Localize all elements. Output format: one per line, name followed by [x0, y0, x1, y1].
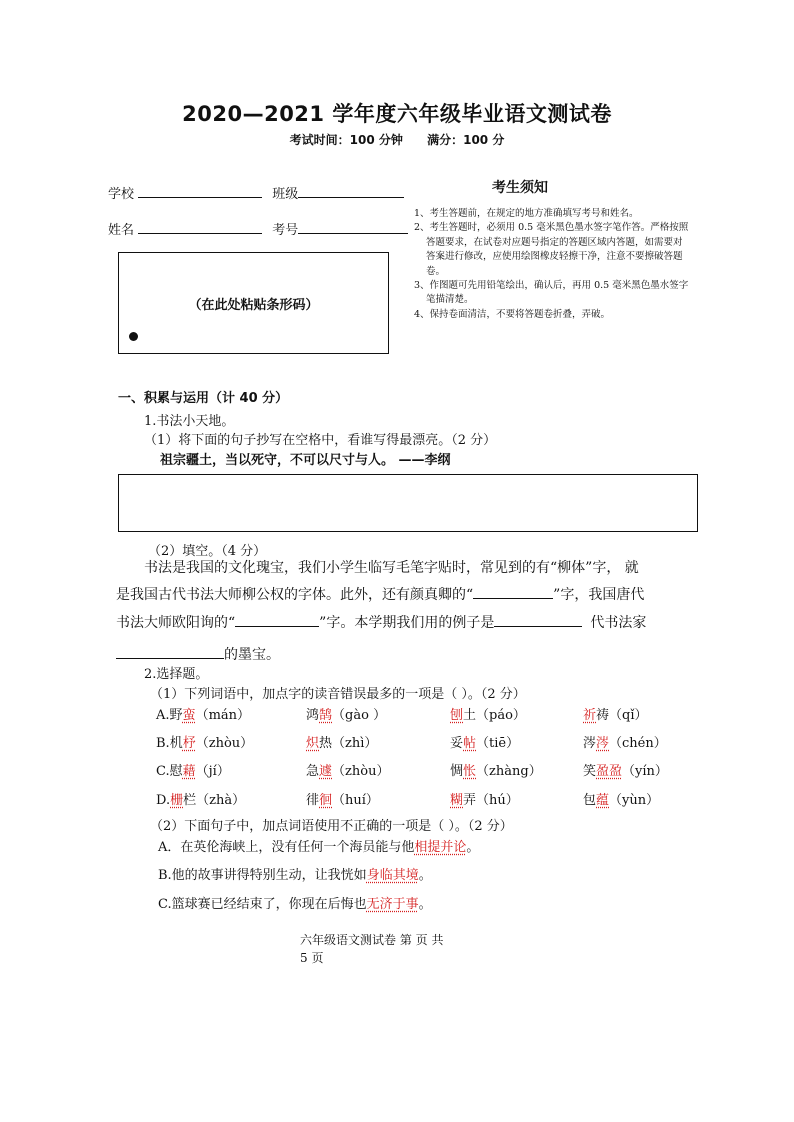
section-heading: 一、积累与运用（计 40 分） — [118, 391, 289, 406]
word-text: （yùn） — [609, 793, 660, 808]
dotted-character: 刨 — [450, 708, 464, 723]
option-word — [306, 760, 389, 779]
notice-title: 考生须知 — [492, 180, 548, 196]
option-word — [450, 704, 526, 723]
sentence-text: C.篮球赛已经结束了，你现在后悔也 — [158, 897, 367, 912]
dotted-character: 涔 — [596, 736, 610, 751]
footer-page-label: 六年级语文测试卷 第 页 共 — [300, 933, 444, 947]
blank-yan[interactable] — [473, 585, 553, 599]
school-label: 学校 — [108, 187, 135, 202]
word-text: 机 — [169, 736, 183, 751]
word-text: 涔 — [583, 736, 597, 751]
sentence-text: 。 — [418, 897, 432, 912]
word-text: （jí） — [195, 764, 230, 779]
word-text: （tiē） — [476, 736, 520, 751]
class-blank[interactable] — [298, 184, 404, 198]
name-field — [108, 219, 408, 238]
footer-page-total: 5 页 — [300, 951, 324, 965]
quote-text: 祖宗疆土，当以死守，不可以尺寸与人。 ——李纲 — [160, 453, 451, 468]
word-text: 弄（hú） — [463, 793, 519, 808]
exam-title: 2020—2021 学年度六年级毕业语文测试卷 — [182, 102, 612, 126]
school-field — [108, 183, 404, 202]
question-2-2: （2）下面句子中，加点词语使用不正确的一项是（ ）。（2 分） — [150, 819, 513, 834]
barcode-label: （在此处粘贴条形码） — [188, 298, 319, 313]
paragraph-line-2 — [116, 584, 644, 604]
option-letter[interactable]: C. — [156, 764, 170, 779]
word-text: （zhòu） — [332, 764, 390, 779]
word-text: （mán） — [195, 708, 251, 723]
word-text: 包 — [583, 793, 597, 808]
option-word — [583, 704, 648, 723]
sentence-a[interactable] — [158, 836, 479, 855]
full-score: 满分：100 分 — [427, 133, 505, 147]
question-1-title: 1.书法小天地。 — [144, 414, 235, 429]
sentence-text: B.他的故事讲得特别生动，让我恍如 — [158, 868, 367, 883]
option-word — [450, 732, 519, 751]
option-letter[interactable]: D. — [156, 793, 171, 808]
word-text: 土（páo） — [463, 708, 526, 723]
dotted-character: 藉 — [182, 764, 196, 779]
word-text: 笑 — [583, 764, 597, 779]
dotted-character: 糊 — [450, 793, 464, 808]
exam-no-label: 考号 — [272, 223, 299, 238]
sentence-text: 。 — [466, 840, 480, 855]
option-word — [306, 704, 386, 723]
word-text: 急 — [306, 764, 320, 779]
sentence-b[interactable] — [158, 864, 432, 883]
paragraph-line-3 — [116, 612, 646, 632]
option-word — [156, 760, 230, 779]
paragraph-line-4 — [116, 644, 280, 664]
exam-subtitle — [0, 131, 794, 148]
word-text: （zhòu） — [195, 736, 254, 751]
sentence-text: 。 — [418, 868, 432, 883]
dotted-character: 盈盈 — [596, 764, 623, 779]
paragraph-text: 书法大师欧阳询的“ — [116, 615, 236, 631]
dotted-character: 炽 — [306, 736, 320, 751]
option-word — [306, 732, 377, 751]
word-text: （gào ） — [332, 708, 387, 723]
notice-item: 2、考生答题时，必须用 0.5 毫米黑色墨水签字笔作答。严格按照答题要求，在试卷对应题号指定的答题区域内答题，如需要对答案进行修改，应使用绘图橡皮轻擦干净，注意不要擦破答题卷。 — [414, 222, 689, 277]
option-word — [156, 789, 245, 808]
notice-item: 4、保持卷面清洁，不要将答题卷折叠，弄破。 — [414, 308, 611, 320]
bullet-dot — [129, 332, 138, 341]
word-text: 妥 — [450, 736, 464, 751]
notice-item: 1、考生答题前，在规定的地方准确填写考号和姓名。 — [414, 208, 639, 219]
blank-calligrapher[interactable] — [116, 645, 224, 659]
word-text: 鸿 — [306, 708, 320, 723]
option-word — [583, 789, 659, 808]
paragraph-text: 是我国古代书法大师柳公权的字体。此外，还有颜真卿的“ — [116, 587, 474, 603]
word-text: 栏（zhà） — [183, 793, 246, 808]
dotted-character: 祈 — [583, 708, 597, 723]
dotted-character: 帖 — [463, 736, 477, 751]
dotted-phrase: 无济于事 — [366, 897, 419, 912]
question-1-2: （2）填空。（4 分） — [148, 544, 267, 559]
school-blank[interactable] — [138, 184, 262, 198]
dotted-character: 蛮 — [182, 708, 196, 723]
question-2-title: 2.选择题。 — [144, 667, 209, 682]
exam-no-blank[interactable] — [298, 220, 408, 234]
word-text: （yín） — [622, 764, 668, 779]
dotted-character: 蕴 — [596, 793, 610, 808]
option-word — [306, 789, 379, 808]
word-text: 热（zhì） — [319, 736, 378, 751]
option-word — [156, 704, 250, 723]
dotted-character: 徊 — [319, 793, 333, 808]
sentence-c[interactable] — [158, 893, 432, 912]
blank-ouyang[interactable] — [235, 613, 319, 627]
notice-list — [414, 207, 690, 322]
word-text: （chén） — [609, 736, 667, 751]
dotted-character: 栅 — [170, 793, 184, 808]
word-text: 慰 — [169, 764, 183, 779]
dotted-character: 鹄 — [319, 708, 333, 723]
word-text: 徘 — [306, 793, 320, 808]
option-letter[interactable]: A. — [156, 708, 170, 723]
paragraph-text: 代书法家 — [590, 615, 647, 631]
word-text: 祷（qǐ） — [596, 708, 648, 723]
name-label: 姓名 — [108, 223, 135, 238]
paragraph-text: 的墨宝。 — [224, 647, 280, 663]
paragraph-text: ”字，我国唐代 — [553, 587, 645, 603]
notice-item: 3、作图题可先用铅笔绘出，确认后，再用 0.5 毫米黑色墨水签字笔描清楚。 — [414, 280, 689, 306]
dotted-character: 遽 — [319, 764, 333, 779]
word-text: （huí） — [332, 793, 379, 808]
option-letter[interactable]: B. — [156, 736, 170, 751]
word-text: 野 — [169, 708, 183, 723]
sentence-text: A．在英伦海峡上，没有任何一个海员能与他 — [158, 840, 415, 855]
option-word — [583, 732, 667, 751]
option-word — [450, 760, 542, 779]
blank-dynasty[interactable] — [494, 613, 582, 627]
option-word — [156, 732, 253, 751]
question-1-1: （1）将下面的句子抄写在空格中，看谁写得最漂亮。（2 分） — [144, 433, 497, 448]
name-blank[interactable] — [138, 220, 262, 234]
dotted-phrase: 身临其境 — [366, 868, 419, 883]
copy-answer-box[interactable] — [118, 474, 698, 532]
word-text: （zhàng） — [476, 764, 542, 779]
dotted-phrase: 相提并论 — [414, 840, 467, 855]
option-word — [450, 789, 519, 808]
class-label: 班级 — [272, 187, 299, 202]
word-text: 惆 — [450, 764, 464, 779]
dotted-character: 杼 — [182, 736, 196, 751]
paragraph-line-1: 书法是我国的文化瑰宝，我们小学生临写毛笔字贴时，常见到的有“柳体”字， 就 — [144, 560, 639, 576]
paragraph-text: ”字。本学期我们用的例子是 — [319, 615, 495, 631]
option-word — [583, 760, 668, 779]
exam-time: 考试时间：100 分钟 — [289, 133, 403, 147]
question-2-1: （1）下列词语中，加点字的读音错误最多的一项是（ ）。（2 分） — [150, 687, 526, 702]
dotted-character: 怅 — [463, 764, 477, 779]
